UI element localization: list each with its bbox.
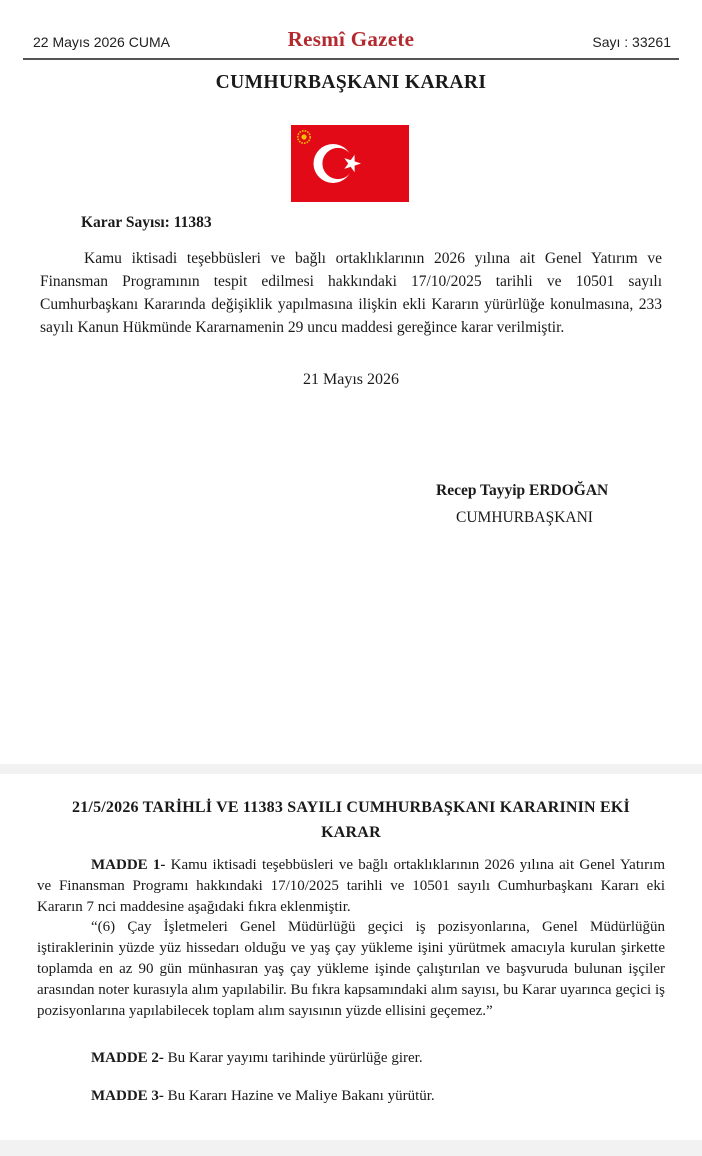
annex-title-line-1: 21/5/2026 TARİHLİ VE 11383 SAYILI CUMHURBAŞKANI KARARININ EKİ — [72, 799, 630, 816]
signatory-name: Recep Tayyip ERDOĞAN — [436, 482, 609, 499]
annex-title-line-2: KARAR — [321, 824, 381, 841]
intro-paragraph: Kamu iktisadi teşebbüsleri ve bağlı ortaklıklarının 2026 yılına ait Genel Yatırım ve Finansman Programının tespit edilmesi hakkındaki 17/10/2025 tarihli ve 10501 sayılı Cumhurbaşkanı Kararında değişiklik yapılmasına ilişkin ekli Kararın yürürlüğe konulmasına, 233 sayılı Kanun Hükmünde Kararnamenin 29 uncu maddesi gereğince karar verilmiştir. — [40, 250, 662, 336]
page-bottom-margin — [0, 1140, 702, 1156]
decision-date: 21 Mayıs 2026 — [303, 371, 399, 388]
article-1 — [37, 855, 665, 918]
quoted-paragraph: “(6) Çay İşletmeleri Genel Müdürlüğü geçici iş pozisyonlarına, Genel Müdürlüğün iştiraklerinin yüzde yüz hissedarı olduğu ve yaş çay yükleme işini yürütmek amacıyla kurulan şirkette toplamda en az 90 gün münhasıran yaş çay yükleme işinde çalıştırılan ve başvuruda bulunan işçiler arasından noter kurasıyla alım yapılabilir. Bu fıkra kapsamındaki alım sayısı, bu Karar uyarınca geçici iş pozisyonlarına yapılabilecek toplam alım sayısının yüzde ellisini geçemez.” — [37, 919, 665, 1019]
article-2 — [37, 1048, 665, 1069]
article-3 — [37, 1086, 665, 1107]
issue-date: 22 Mayıs 2026 CUMA — [33, 34, 170, 50]
article-2-label: MADDE 2- — [91, 1050, 164, 1066]
document-title: CUMHURBAŞKANI KARARI — [215, 72, 487, 93]
gazette-header — [0, 0, 702, 62]
article-3-text: Bu Kararı Hazine ve Maliye Bakanı yürütür. — [163, 1088, 435, 1104]
gazette-title: Resmî Gazete — [287, 27, 415, 51]
annex-title — [0, 795, 702, 845]
turkish-flag-icon — [291, 125, 409, 202]
issue-number: Sayı : 33261 — [592, 34, 671, 50]
article-1-text: Kamu iktisadi teşebbüsleri ve bağlı ortaklıklarının 2026 yılına ait Genel Yatırım ve Finansman Programı hakkındaki 17/10/2025 tarihli ve 10501 sayılı Cumhurbaşkanı Kararı eki Kararın 7 nci maddesine aşağıdaki fıkra eklenmiştir. — [37, 857, 666, 915]
decision-number: Karar Sayısı: 11383 — [81, 214, 212, 231]
header-divider — [23, 58, 679, 60]
page-separator — [0, 764, 702, 774]
article-2-text: Bu Karar yayımı tarihinde yürürlüğe girer. — [163, 1050, 423, 1066]
article-1-label: MADDE 1- — [91, 857, 166, 873]
article-3-label: MADDE 3- — [91, 1088, 164, 1104]
signatory-title: CUMHURBAŞKANI — [456, 509, 593, 526]
